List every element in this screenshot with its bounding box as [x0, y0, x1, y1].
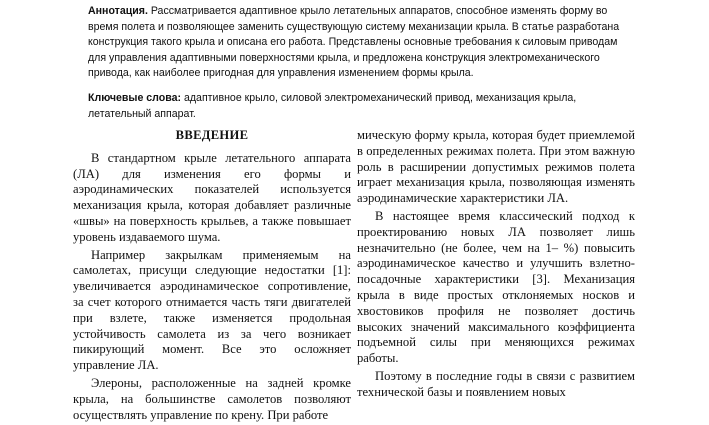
right-column — [357, 128, 635, 403]
keywords-label: Ключевые слова: — [88, 91, 182, 104]
body-paragraph: Поэтому в последние годы в связи с развитием технической базы и появлением новых — [357, 368, 635, 399]
abstract-paragraph — [88, 4, 628, 82]
left-column — [73, 128, 351, 425]
abstract-section — [88, 4, 628, 122]
keywords-text: адаптивное крыло, силовой электромеханический привод, механизация крыла, летательный аппарат. — [88, 91, 577, 120]
abstract-label: Аннотация. — [88, 5, 148, 17]
abstract-text: Рассматривается адаптивное крыло летательных аппаратов, способное изменять форму во время полета и позволяющее заменить существующую систему механизации крыла. В статье разработана конструкция такого крыла и описана его работа. Представлены основные требования к силовым приводам для управления адаптивными поверхностями крыла, и предложена конструкция электромеханического привода, как наиболее пригодная для управления изменением формы крыла. — [88, 5, 620, 80]
continued-paragraph: мическую форму крыла, которая будет приемлемой в определенных режимах полета. При этом важную роль в расширении допустимых режимов полета играет механизация крыла, позволяющая изменять аэродинамические характеристики ЛА. — [357, 128, 635, 206]
section-heading: ВВЕДЕНИЕ — [175, 128, 249, 142]
body-paragraph: В стандартном крыле летательного аппарата (ЛА) для изменения его формы и аэродинамических показателей используется механизация крыла, которая добавляет различные «швы» на поверхность крыльев, а также повышает уровень издаваемого шума. — [73, 150, 351, 244]
body-paragraph: В настоящее время классический подход к проектированию новых ЛА позволяет лишь незначительно (не более, чем на 1– %) повысить аэродинамическое качество и улучшить взлетно-посадочные характеристики [3]. Механизация крыла в виде простых отклоняемых носков и хвостовиков профиля не позволяет достичь высоких значений максимального коэффициента подъемной силы при меняющихся режимах работы. — [357, 208, 635, 366]
keywords-paragraph — [88, 91, 628, 122]
body-paragraph: Например закрылкам применяемым на самолетах, присущи следующие недостатки [1]: увеличивается аэродинамическое сопротивление, за счет которого отнимается часть тяги двигателей при взлете, также изменяется продольная устойчивость самолета из за чего возникает пикирующий момент. Все это осложняет управление ЛА. — [73, 247, 351, 373]
body-paragraph: Элероны, расположенные на задней кромке крыла, на большинстве самолетов позволяют осуществлять управление по крену. При работе — [73, 375, 351, 422]
